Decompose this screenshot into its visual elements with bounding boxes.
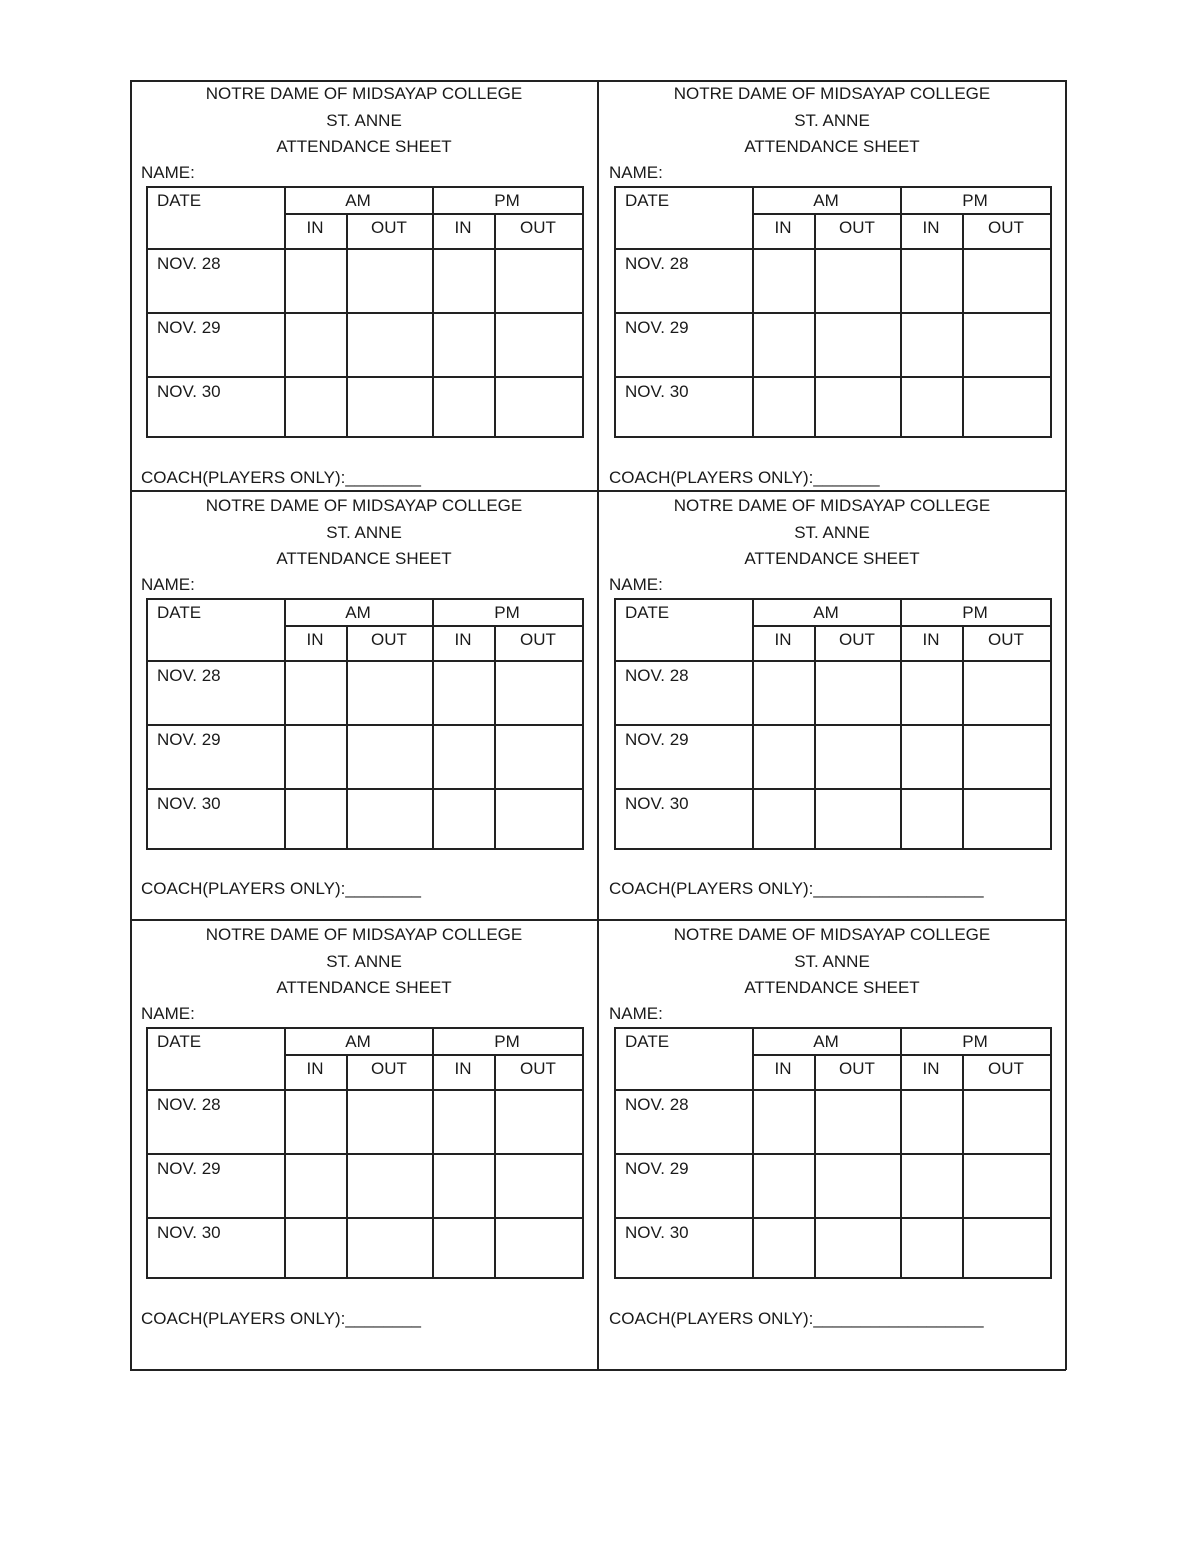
- team-name: ST. ANNE: [794, 952, 870, 971]
- date-row-label: NOV. 30: [625, 382, 689, 401]
- sub-header-out: OUT: [371, 218, 407, 237]
- sub-header-in: IN: [922, 1059, 940, 1078]
- name-label: NAME:: [609, 163, 663, 182]
- date-row-label: NOV. 29: [625, 1159, 689, 1178]
- date-row-label: NOV. 28: [625, 254, 689, 273]
- date-row-label: NOV. 29: [625, 318, 689, 337]
- table-border-right: [1050, 598, 1052, 850]
- school-name: NOTRE DAME OF MIDSAYAP COLLEGE: [673, 84, 991, 103]
- team-name: ST. ANNE: [326, 952, 402, 971]
- team-name: ST. ANNE: [794, 523, 870, 542]
- table-col-line: [346, 213, 348, 436]
- pm-header: PM: [494, 1032, 520, 1051]
- table-border-bottom: [614, 436, 1050, 438]
- table-row-line: [146, 312, 582, 314]
- sub-header-in: IN: [774, 218, 792, 237]
- am-header: AM: [813, 603, 839, 622]
- table-border-top: [146, 598, 582, 600]
- date-header: DATE: [625, 603, 670, 622]
- pm-header: PM: [962, 603, 988, 622]
- school-name: NOTRE DAME OF MIDSAYAP COLLEGE: [673, 496, 991, 515]
- attendance-card: [130, 80, 598, 490]
- sheet-title: ATTENDANCE SHEET: [744, 978, 920, 997]
- sheet-title: ATTENDANCE SHEET: [276, 549, 452, 568]
- date-row-label: NOV. 30: [157, 794, 221, 813]
- date-row-label: NOV. 28: [157, 1095, 221, 1114]
- date-row-label: NOV. 30: [157, 382, 221, 401]
- coach-signature-line: COACH(PLAYERS ONLY):__________________: [609, 879, 984, 898]
- team-name: ST. ANNE: [326, 111, 402, 130]
- table-header-bottom: [146, 248, 582, 250]
- table-row-line: [614, 1217, 1050, 1219]
- date-row-label: NOV. 30: [157, 1223, 221, 1242]
- pm-header: PM: [962, 1032, 988, 1051]
- table-col-line: [494, 213, 496, 436]
- sub-header-in: IN: [454, 630, 472, 649]
- date-row-label: NOV. 30: [625, 794, 689, 813]
- sub-header-out: OUT: [988, 1059, 1024, 1078]
- name-label: NAME:: [141, 575, 195, 594]
- name-label: NAME:: [609, 1004, 663, 1023]
- table-col-line: [494, 1054, 496, 1277]
- table-col-line: [346, 1054, 348, 1277]
- table-border-bottom: [146, 1277, 582, 1279]
- date-header: DATE: [157, 603, 202, 622]
- date-row-label: NOV. 29: [625, 730, 689, 749]
- sub-header-out: OUT: [520, 630, 556, 649]
- table-border-bottom: [614, 1277, 1050, 1279]
- name-label: NAME:: [141, 1004, 195, 1023]
- date-row-label: NOV. 29: [157, 730, 221, 749]
- table-border-left: [146, 186, 148, 436]
- team-name: ST. ANNE: [794, 111, 870, 130]
- school-name: NOTRE DAME OF MIDSAYAP COLLEGE: [205, 496, 523, 515]
- table-border-left: [146, 598, 148, 848]
- sub-header-out: OUT: [839, 1059, 875, 1078]
- coach-signature-line: COACH(PLAYERS ONLY):________: [141, 1309, 421, 1328]
- date-row-label: NOV. 28: [625, 666, 689, 685]
- pm-header: PM: [494, 191, 520, 210]
- table-border-left: [614, 1027, 616, 1277]
- table-col-line: [962, 1054, 964, 1277]
- sheet-title: ATTENDANCE SHEET: [744, 137, 920, 156]
- coach-signature-line: COACH(PLAYERS ONLY):__________________: [609, 1309, 984, 1328]
- table-col-line: [814, 625, 816, 848]
- table-border-bottom: [614, 848, 1050, 850]
- table-border-right: [582, 598, 584, 850]
- table-row-line: [146, 1153, 582, 1155]
- date-row-label: NOV. 29: [157, 1159, 221, 1178]
- sub-header-in: IN: [774, 630, 792, 649]
- table-col-line: [814, 213, 816, 436]
- sheet-title: ATTENDANCE SHEET: [276, 137, 452, 156]
- attendance-card: [130, 921, 598, 1331]
- sub-header-in: IN: [454, 1059, 472, 1078]
- table-row-line: [146, 1217, 582, 1219]
- coach-signature-line: COACH(PLAYERS ONLY):________: [141, 879, 421, 898]
- sub-header-in: IN: [454, 218, 472, 237]
- table-row-line: [146, 376, 582, 378]
- sub-header-in: IN: [306, 1059, 324, 1078]
- date-header: DATE: [157, 1032, 202, 1051]
- table-row-line: [614, 1153, 1050, 1155]
- date-header: DATE: [625, 1032, 670, 1051]
- table-border-bottom: [146, 848, 582, 850]
- table-header-bottom: [614, 1089, 1050, 1091]
- table-col-line: [494, 625, 496, 848]
- attendance-card: [598, 921, 1066, 1331]
- coach-signature-line: COACH(PLAYERS ONLY):________: [141, 468, 421, 487]
- pm-header: PM: [494, 603, 520, 622]
- date-row-label: NOV. 28: [157, 254, 221, 273]
- table-row-line: [614, 312, 1050, 314]
- table-border-top: [146, 186, 582, 188]
- sub-header-in: IN: [306, 630, 324, 649]
- attendance-card: [598, 492, 1066, 902]
- sub-header-in: IN: [922, 218, 940, 237]
- table-col-line: [346, 625, 348, 848]
- sheet-title: ATTENDANCE SHEET: [276, 978, 452, 997]
- table-border-right: [582, 186, 584, 438]
- table-border-left: [146, 1027, 148, 1277]
- am-header: AM: [345, 603, 371, 622]
- date-row-label: NOV. 28: [625, 1095, 689, 1114]
- table-border-right: [1050, 1027, 1052, 1279]
- table-row-line: [146, 724, 582, 726]
- team-name: ST. ANNE: [326, 523, 402, 542]
- sub-header-out: OUT: [520, 1059, 556, 1078]
- table-header-bottom: [614, 660, 1050, 662]
- table-border-top: [614, 186, 1050, 188]
- attendance-card: [130, 492, 598, 902]
- sub-header-out: OUT: [371, 630, 407, 649]
- pm-header: PM: [962, 191, 988, 210]
- table-border-left: [614, 598, 616, 848]
- sub-header-out: OUT: [520, 218, 556, 237]
- table-row-line: [614, 724, 1050, 726]
- attendance-card: [598, 80, 1066, 490]
- sub-header-in: IN: [774, 1059, 792, 1078]
- table-col-line: [962, 213, 964, 436]
- table-header-bottom: [146, 1089, 582, 1091]
- table-row-line: [146, 788, 582, 790]
- table-border-top: [146, 1027, 582, 1029]
- table-border-bottom: [146, 436, 582, 438]
- date-row-label: NOV. 28: [157, 666, 221, 685]
- sub-header-out: OUT: [839, 630, 875, 649]
- date-row-label: NOV. 29: [157, 318, 221, 337]
- sub-header-out: OUT: [988, 218, 1024, 237]
- table-border-right: [1050, 186, 1052, 438]
- school-name: NOTRE DAME OF MIDSAYAP COLLEGE: [205, 925, 523, 944]
- am-header: AM: [345, 1032, 371, 1051]
- date-header: DATE: [625, 191, 670, 210]
- school-name: NOTRE DAME OF MIDSAYAP COLLEGE: [673, 925, 991, 944]
- sub-header-in: IN: [922, 630, 940, 649]
- table-row-line: [614, 376, 1050, 378]
- sub-header-in: IN: [306, 218, 324, 237]
- name-label: NAME:: [609, 575, 663, 594]
- table-border-top: [614, 1027, 1050, 1029]
- am-header: AM: [345, 191, 371, 210]
- table-border-left: [614, 186, 616, 436]
- table-border-top: [614, 598, 1050, 600]
- table-row-line: [614, 788, 1050, 790]
- table-header-bottom: [614, 248, 1050, 250]
- name-label: NAME:: [141, 163, 195, 182]
- table-col-line: [962, 625, 964, 848]
- sub-header-out: OUT: [988, 630, 1024, 649]
- sub-header-out: OUT: [839, 218, 875, 237]
- sheet-title: ATTENDANCE SHEET: [744, 549, 920, 568]
- date-header: DATE: [157, 191, 202, 210]
- am-header: AM: [813, 1032, 839, 1051]
- school-name: NOTRE DAME OF MIDSAYAP COLLEGE: [205, 84, 523, 103]
- coach-signature-line: COACH(PLAYERS ONLY):_______: [609, 468, 880, 487]
- table-header-bottom: [146, 660, 582, 662]
- table-col-line: [814, 1054, 816, 1277]
- am-header: AM: [813, 191, 839, 210]
- grid-border-bottom: [130, 1369, 1066, 1371]
- table-border-right: [582, 1027, 584, 1279]
- date-row-label: NOV. 30: [625, 1223, 689, 1242]
- sub-header-out: OUT: [371, 1059, 407, 1078]
